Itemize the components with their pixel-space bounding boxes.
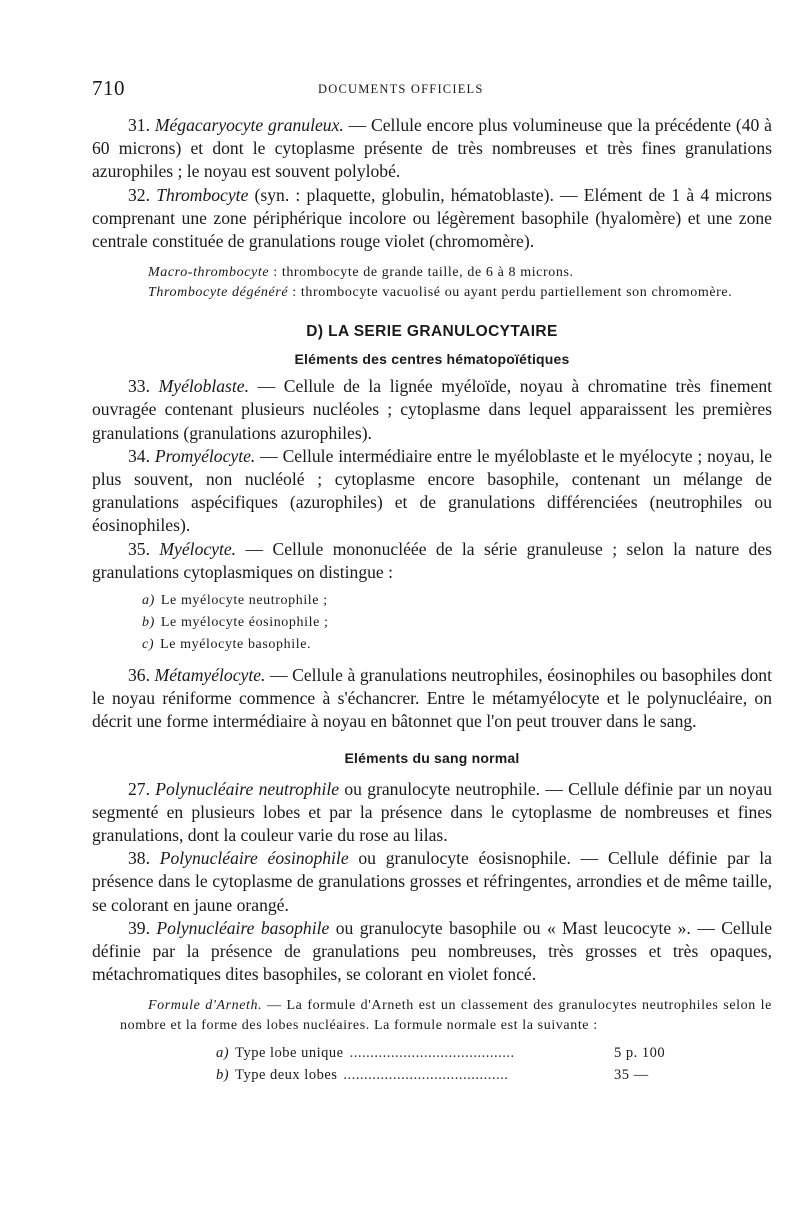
note-text: — La formule d'Arneth est un classement des granulocytes neutrophiles selon le nombre et la forme des lobes nucléaires. La formule normale est la suivante :: [120, 998, 772, 1034]
item-number: 31.: [128, 115, 150, 135]
section-title: D) LA SERIE GRANULOCYTAIRE: [306, 323, 558, 341]
paragraph-36: [92, 664, 772, 734]
list-item: [142, 634, 772, 656]
item-number: 34.: [128, 445, 150, 466]
running-head: DOCUMENTS OFFICIELS: [318, 82, 484, 96]
list-label: b): [142, 615, 155, 631]
item-number: 27.: [128, 778, 150, 799]
formula-label: b): [216, 1067, 230, 1084]
item-number: 38.: [128, 848, 150, 869]
item-term: Polynucléaire basophile: [156, 917, 330, 938]
item-term: Promyélocyte.: [154, 445, 256, 466]
page-header: [92, 76, 772, 102]
subsection-title-normal-blood: Eléments du sang normal: [344, 749, 520, 766]
formula-row: [216, 1042, 686, 1064]
note-text: : thrombocyte de grande taille, de 6 à 8 microns.: [269, 265, 574, 281]
myelocyte-list: [92, 590, 772, 656]
list-item: [142, 612, 772, 634]
list-item: [142, 590, 772, 612]
note-term: Formule d'Arneth.: [148, 998, 263, 1014]
item-number: 36.: [128, 665, 150, 686]
item-term: Myélocyte.: [159, 538, 237, 559]
paragraph-38: [92, 847, 772, 917]
item-term: Métamyélocyte.: [154, 665, 266, 686]
item-term: Polynucléaire éosinophile: [159, 848, 349, 869]
list-text: Le myélocyte basophile.: [160, 637, 312, 653]
page-number: 710: [92, 76, 125, 100]
item-text: — Cellule intermédiaire entre le myéloblaste et le myélocyte ; noyau, le plus souvent, non nucléolé ; cytoplasme encore basophile, contenant un mélange de granulations aspécifiques (azurophiles) et de granulations différenciées (neutrophiles ou éosinophiles).: [92, 445, 773, 536]
item-term: Polynucléaire neutrophile: [155, 778, 340, 799]
item-text: (syn. : plaquette, globulin, hématoblaste). — Elément de 1 à 4 microns comprenant une zone périphérique incolore ou légèrement basophile (hyalomère) et une zone centrale constituée de granulations rouge violet (chromomère).: [92, 184, 773, 252]
item-text: ou granulocyte neutrophile. — Cellule définie par un noyau segmenté en plusieurs lobes et par la présence dans le cytoplasme de nombreuses et fines granulations, dont la couleur varie du rose au lilas.: [92, 778, 772, 846]
paragraph-33: [92, 375, 772, 445]
paragraph-32: [92, 184, 772, 254]
item-term: Mégacaryocyte granuleux.: [154, 115, 344, 135]
list-text: Le myélocyte neutrophile ;: [160, 593, 328, 609]
leader-dots: ........................................: [349, 1045, 515, 1062]
note-text: : thrombocyte vacuolisé ou ayant perdu partiellement son chromomère.: [288, 285, 733, 301]
note-term: Macro-thrombocyte: [148, 265, 270, 281]
arneth-formula-table: [92, 1042, 772, 1086]
formula-text: Type deux lobes: [235, 1067, 338, 1084]
paragraph-37: [92, 778, 772, 848]
list-label: a): [142, 593, 155, 609]
item-number: 39.: [128, 917, 150, 938]
formula-value: 5 p. 100: [614, 1045, 666, 1062]
item-number: 33.: [128, 376, 150, 397]
item-term: Thrombocyte: [156, 184, 249, 205]
note-macro-thrombocyte: [92, 263, 772, 283]
leader-dots: ........................................: [343, 1067, 509, 1084]
item-text: — Cellule de la lignée myéloïde, noyau à chromatine très finement ouvragée contenant plusieurs nucléoles ; cytoplasme dans lequel apparaissent les premières granulations (granulations azurophiles).: [92, 376, 773, 443]
list-text: Le myélocyte éosinophile ;: [160, 615, 329, 631]
formula-value: 35 —: [614, 1067, 649, 1084]
item-text: ou granulocyte basophile ou « Mast leucocyte ». — Cellule définie par la présence de granulations peu nombreuses, très grosses et très opaques, métachromatiques dites basophiles, se colorant en violet foncé.: [92, 917, 773, 985]
paragraph-31: [92, 114, 772, 184]
list-label: c): [142, 637, 155, 653]
item-number: 32.: [128, 184, 150, 205]
item-text: — Cellule à granulations neutrophiles, éosinophiles ou basophiles dont le noyau réniforme commence à s'échancrer. Entre le métamyélocyte et le polynucléaire, on décrit une forme intermédiaire à noyau en bâtonnet que l'on peut trouver dans le sang.: [92, 665, 772, 732]
subsection-title-hematopoietic: Eléments des centres hématopoïétiques: [294, 351, 570, 368]
formula-row: [216, 1064, 686, 1086]
item-number: 35.: [128, 538, 150, 559]
note-formule-arneth: [92, 996, 772, 1036]
formula-label: a): [216, 1045, 230, 1062]
paragraph-39: [92, 917, 772, 987]
paragraph-34: [92, 445, 772, 538]
item-text: ou granulocyte éosisnophile. — Cellule définie par la présence dans le cytoplasme de granulations grosses et réfringentes, arrondies et de même taille, se colorant en jaune orangé.: [92, 848, 772, 915]
item-term: Myéloblaste.: [158, 376, 249, 397]
note-term: Thrombocyte dégénéré: [148, 285, 289, 301]
paragraph-35: [92, 538, 772, 584]
note-thrombocyte-degenere: [92, 283, 772, 303]
item-text: — Cellule encore plus volumineuse que la précédente (40 à 60 microns) et dont le cytoplasme présente de très nombreuses et très fines granulations azurophiles ; le noyau est souvent polylobé.: [92, 115, 772, 182]
item-text: — Cellule mononucléée de la série granuleuse ; selon la nature des granulations cytoplasmiques on distingue :: [92, 538, 772, 582]
formula-text: Type lobe unique: [235, 1045, 344, 1062]
